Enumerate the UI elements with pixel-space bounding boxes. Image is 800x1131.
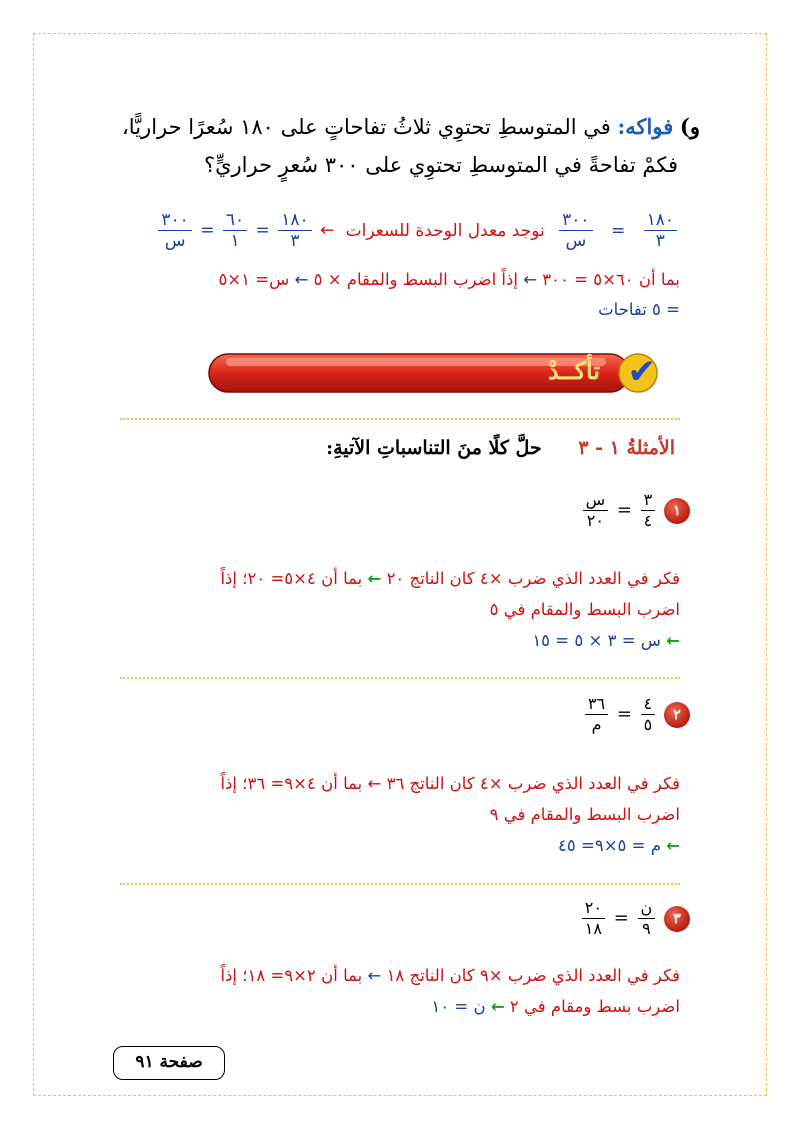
fraction: $\frac{١٨٠}{٣}$	[644, 210, 677, 251]
fraction: $\frac{١٨٠}{٣}$	[278, 210, 311, 251]
problem-keyword: فواكه:	[617, 114, 674, 139]
arrow-icon: ←	[523, 270, 538, 289]
question-1: ١ $\frac{٣}{٤}$ = $\frac{\text{س}}{٢٠}$	[580, 490, 690, 531]
problem-line-1: في المتوسطِ تحتوِي ثلاثُ تفاحاتٍ على ١٨٠ سُعرًا حراريًّا،	[122, 115, 611, 139]
divider	[120, 883, 680, 885]
problem-label: و)	[679, 114, 700, 139]
fraction: $\frac{٦٠}{١}$	[223, 210, 247, 251]
problem-line-2: فكمْ تفاحةً في المتوسطِ تحتوِي على ٣٠٠ سُعرٍ حراريٍّ؟	[203, 153, 678, 177]
fraction: $\frac{٤}{٥}$	[641, 694, 656, 735]
instruction: حلَّ كلًا منَ التناسباتِ الآتيةِ:	[326, 437, 542, 459]
question-3: ٣ $\frac{\text{ن}}{٩}$ = $\frac{٢٠}{١٨}$	[579, 898, 690, 939]
fraction: $\frac{٢٠}{١٨}$	[582, 898, 605, 939]
question-2: ٢ $\frac{٤}{٥}$ = $\frac{٣٦}{\text{م}}$	[582, 694, 690, 735]
banner-title: تأكــدْ	[547, 356, 600, 385]
question-number-badge: ١	[664, 498, 690, 524]
arrow-icon: ←	[490, 997, 505, 1016]
arrow-icon: ←	[367, 774, 382, 793]
examples-ref: الأمثلةُ ١ - ٣	[578, 437, 675, 459]
problem-statement	[122, 108, 700, 184]
arrow-icon: ←	[367, 569, 382, 588]
arrow-icon: ←	[367, 966, 382, 985]
solution-note: نوجد معدل الوحدة للسعرات	[345, 220, 545, 241]
solution-line-1: $\frac{١٨٠}{٣}$ = $\frac{٣٠٠}{\text{س}}$ نوجد معدل الوحدة للسعرات ← $\frac{١٨٠}{٣}$ = $\frac{٦٠}{١}$ = $\frac{٣٠٠}{\text{س}}$	[155, 210, 680, 251]
solution-line-3: = ٥ تفاحات	[598, 300, 680, 319]
arrow-icon: ←	[666, 836, 680, 855]
divider	[120, 418, 680, 420]
question-3-solution: فكر في العدد الذي ضرب ×٩ كان الناتج ١٨ ← بما أن ٢×٩= ١٨؛ إذاً اضرب بسط ومقام في ٢ ← ن = ١٠	[220, 966, 680, 1016]
question-1-solution: فكر في العدد الذي ضرب ×٤ كان الناتج ٢٠ ← بما أن ٤×٥= ٢٠؛ إذاً اضرب البسط والمقام في ٥ ← س = ٣ × ٥ = ١٥	[220, 569, 680, 650]
question-2-solution: فكر في العدد الذي ضرب ×٤ كان الناتج ٣٦ ← بما أن ٤×٩= ٣٦؛ إذاً اضرب البسط والمقام في ٩ ← م = ٥×٩= ٤٥	[220, 774, 680, 855]
solution-line-2: بما أن ٦٠×٥ = ٣٠٠ ← إذاً اضرب البسط والمقام × ٥ ← س= ١×٥	[218, 270, 680, 289]
page-number: صفحة ٩١	[113, 1046, 225, 1080]
fraction: $\frac{\text{س}}{٢٠}$	[583, 490, 609, 531]
arrow-icon: ←	[294, 270, 309, 289]
fraction: $\frac{\text{ن}}{٩}$	[638, 898, 656, 939]
fraction: $\frac{٣٠٠}{\text{س}}$	[158, 210, 191, 251]
question-number-badge: ٣	[664, 906, 690, 932]
fraction: $\frac{٣٦}{\text{م}}$	[585, 694, 608, 735]
arrow-icon: ←	[320, 220, 335, 241]
question-number-badge: ٢	[664, 702, 690, 728]
confirm-banner	[208, 352, 660, 394]
arrow-icon: ←	[666, 631, 680, 650]
fraction: $\frac{٣}{٤}$	[641, 490, 656, 531]
divider	[120, 677, 680, 679]
checkmark-icon: ✔	[627, 352, 656, 392]
fraction: $\frac{٣٠٠}{\text{س}}$	[559, 210, 592, 251]
section-title	[326, 437, 675, 459]
